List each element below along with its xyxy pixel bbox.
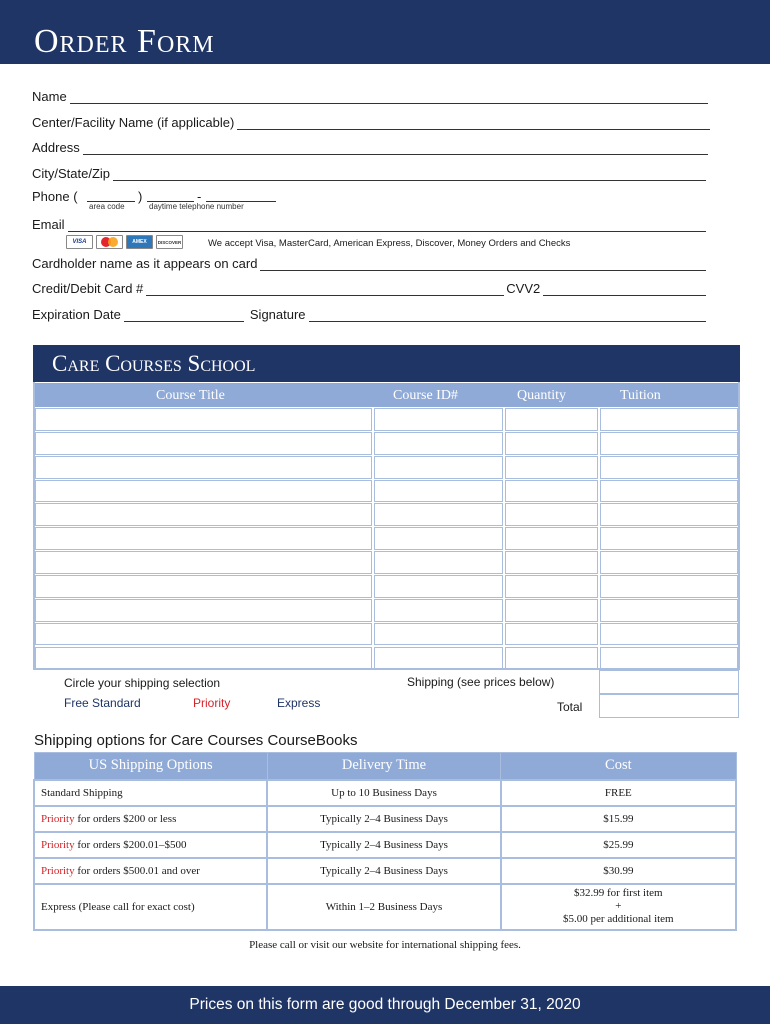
- card-number-row: [32, 278, 706, 296]
- course-id-cell[interactable]: [374, 647, 503, 670]
- city-row: [32, 163, 706, 181]
- center-field[interactable]: [237, 118, 710, 130]
- tuition-cell[interactable]: [600, 527, 738, 550]
- course-id-cell[interactable]: [374, 432, 503, 455]
- col-course-id: Course ID#: [393, 388, 458, 403]
- ship-option-text: for orders $500.01 and over: [74, 864, 200, 877]
- email-field[interactable]: [68, 220, 706, 232]
- visa-icon: VISA: [66, 235, 93, 249]
- priority-word: Priority: [41, 864, 75, 877]
- ship-col-options: US Shipping Options: [34, 753, 267, 780]
- card-number-field[interactable]: [146, 284, 504, 296]
- phone-label: Phone (: [32, 189, 78, 204]
- course-id-cell[interactable]: [374, 456, 503, 479]
- page-title: Order Form: [34, 23, 215, 60]
- total-label: Total: [557, 700, 583, 714]
- quantity-cell[interactable]: [505, 599, 598, 622]
- tuition-cell[interactable]: [600, 503, 738, 526]
- name-row: [32, 86, 708, 104]
- daytime-phone-caption: daytime telephone number: [149, 202, 244, 211]
- phone-row: [32, 189, 78, 207]
- course-id-cell[interactable]: [374, 480, 503, 503]
- expiration-row: [32, 304, 706, 322]
- card-number-label: Credit/Debit Card #: [32, 281, 144, 296]
- tuition-cell[interactable]: [600, 647, 738, 670]
- ship-col-cost: Cost: [501, 753, 736, 780]
- quantity-cell[interactable]: [505, 456, 598, 479]
- shipping-heading: Shipping options for Care Courses CourseBooks: [34, 732, 358, 749]
- cardholder-label: Cardholder name as it appears on card: [32, 256, 258, 271]
- accepted-payments-text: We accept Visa, MasterCard, American Express, Discover, Money Orders and Checks: [208, 238, 571, 249]
- course-title-cell[interactable]: [35, 623, 372, 646]
- cardholder-field[interactable]: [260, 259, 706, 271]
- tuition-cell[interactable]: [600, 432, 738, 455]
- international-note: Please call or visit our website for international shipping fees.: [249, 939, 521, 951]
- email-row: [32, 214, 706, 232]
- quantity-cell[interactable]: [505, 527, 598, 550]
- express-cost-line2: +: [615, 900, 622, 912]
- course-id-cell[interactable]: [374, 551, 503, 574]
- city-field[interactable]: [113, 169, 706, 181]
- col-tuition: Tuition: [620, 388, 661, 403]
- city-label: City/State/Zip: [32, 166, 111, 181]
- priority-word: Priority: [41, 838, 75, 851]
- ship-option-cell: [34, 858, 267, 884]
- tuition-cell[interactable]: [600, 480, 738, 503]
- quantity-cell[interactable]: [505, 575, 598, 598]
- tuition-cell[interactable]: [600, 623, 738, 646]
- footer-text: Prices on this form are good through December 31, 2020: [189, 996, 581, 1013]
- priority-word: Priority: [41, 812, 75, 825]
- cardholder-row: [32, 253, 706, 271]
- discover-icon: DISCOVER: [156, 235, 183, 249]
- option-free-standard[interactable]: Free Standard: [64, 696, 141, 710]
- course-title-cell[interactable]: [35, 647, 372, 670]
- courses-section-title: Care Courses School: [52, 351, 256, 376]
- phone-paren: ): [138, 189, 143, 204]
- course-id-cell[interactable]: [374, 527, 503, 550]
- course-title-cell[interactable]: [35, 503, 372, 526]
- ship-cost-cell: FREE: [501, 780, 736, 806]
- ship-option-text: for orders $200.01–$500: [74, 838, 187, 851]
- course-title-cell[interactable]: [35, 456, 372, 479]
- course-title-cell[interactable]: [35, 527, 372, 550]
- address-label: Address: [32, 140, 80, 155]
- tuition-cell[interactable]: [600, 408, 738, 431]
- course-title-cell[interactable]: [35, 408, 372, 431]
- address-row: [32, 137, 708, 155]
- ship-option-cell: [34, 780, 267, 806]
- phone-dash: -: [197, 189, 202, 204]
- center-label: Center/Facility Name (if applicable): [32, 115, 235, 130]
- expiration-label: Expiration Date: [32, 307, 121, 322]
- quantity-cell[interactable]: [505, 551, 598, 574]
- ship-option-text: for orders $200 or less: [74, 812, 177, 825]
- express-cost: [501, 884, 736, 930]
- shipping-cost-label: Shipping (see prices below): [407, 675, 555, 689]
- cvv-label: CVV2: [506, 281, 541, 296]
- course-title-cell[interactable]: [35, 551, 372, 574]
- shipping-table: [33, 752, 737, 931]
- table-row: [34, 884, 736, 930]
- course-id-cell[interactable]: [374, 408, 503, 431]
- ship-delivery-cell: Typically 2–4 Business Days: [267, 806, 500, 832]
- tuition-cell[interactable]: [600, 456, 738, 479]
- ship-delivery-cell: Typically 2–4 Business Days: [267, 858, 500, 884]
- quantity-cell[interactable]: [505, 432, 598, 455]
- course-id-cell[interactable]: [374, 623, 503, 646]
- express-cost-line3: $5.00 per additional item: [563, 913, 674, 925]
- ship-cost-cell: $30.99: [501, 858, 736, 884]
- table-row: [34, 832, 736, 858]
- express-cost-line1: $32.99 for first item: [574, 887, 663, 899]
- ship-cost-cell: $15.99: [501, 806, 736, 832]
- course-title-cell[interactable]: [35, 575, 372, 598]
- shipping-select-label: Circle your shipping selection: [64, 676, 221, 690]
- ship-cost-cell: $25.99: [501, 832, 736, 858]
- signature-field[interactable]: [309, 310, 706, 322]
- ship-option-text: Standard Shipping: [41, 786, 123, 799]
- center-row: [32, 112, 710, 130]
- ship-col-delivery: Delivery Time: [267, 753, 500, 780]
- ship-delivery-cell: Up to 10 Business Days: [267, 780, 500, 806]
- ship-option-cell: [34, 806, 267, 832]
- col-quantity: Quantity: [517, 388, 566, 403]
- ship-option-cell: [34, 832, 267, 858]
- table-row: [34, 858, 736, 884]
- area-code-caption: area code: [89, 202, 125, 211]
- cvv-field[interactable]: [543, 284, 706, 296]
- tuition-cell[interactable]: [600, 575, 738, 598]
- quantity-cell[interactable]: [505, 623, 598, 646]
- quantity-cell[interactable]: [505, 480, 598, 503]
- expiration-field[interactable]: [124, 310, 244, 322]
- shipping-cost-field[interactable]: [599, 670, 739, 694]
- course-id-cell[interactable]: [374, 575, 503, 598]
- tuition-cell[interactable]: [600, 551, 738, 574]
- quantity-cell[interactable]: [505, 647, 598, 670]
- table-row: [34, 806, 736, 832]
- mastercard-icon: [96, 235, 123, 249]
- table-row: [34, 780, 736, 806]
- tuition-cell[interactable]: [600, 599, 738, 622]
- course-title-cell[interactable]: [35, 480, 372, 503]
- course-title-cell[interactable]: [35, 599, 372, 622]
- total-field[interactable]: [599, 694, 739, 718]
- express-delivery: Within 1–2 Business Days: [267, 884, 500, 930]
- course-id-cell[interactable]: [374, 503, 503, 526]
- course-title-cell[interactable]: [35, 432, 372, 455]
- signature-label: Signature: [249, 307, 306, 322]
- option-priority[interactable]: Priority: [193, 696, 231, 710]
- amex-icon: AMEX: [126, 235, 153, 249]
- name-label: Name: [32, 89, 67, 104]
- address-field[interactable]: [83, 143, 708, 155]
- card-icons: [66, 235, 183, 249]
- option-express[interactable]: Express: [277, 696, 321, 710]
- quantity-cell[interactable]: [505, 408, 598, 431]
- express-option: Express (Please call for exact cost): [34, 884, 267, 930]
- email-label: Email: [32, 217, 65, 232]
- course-id-cell[interactable]: [374, 599, 503, 622]
- name-field[interactable]: [70, 92, 708, 104]
- col-course-title: Course Title: [156, 388, 225, 403]
- ship-delivery-cell: Typically 2–4 Business Days: [267, 832, 500, 858]
- quantity-cell[interactable]: [505, 503, 598, 526]
